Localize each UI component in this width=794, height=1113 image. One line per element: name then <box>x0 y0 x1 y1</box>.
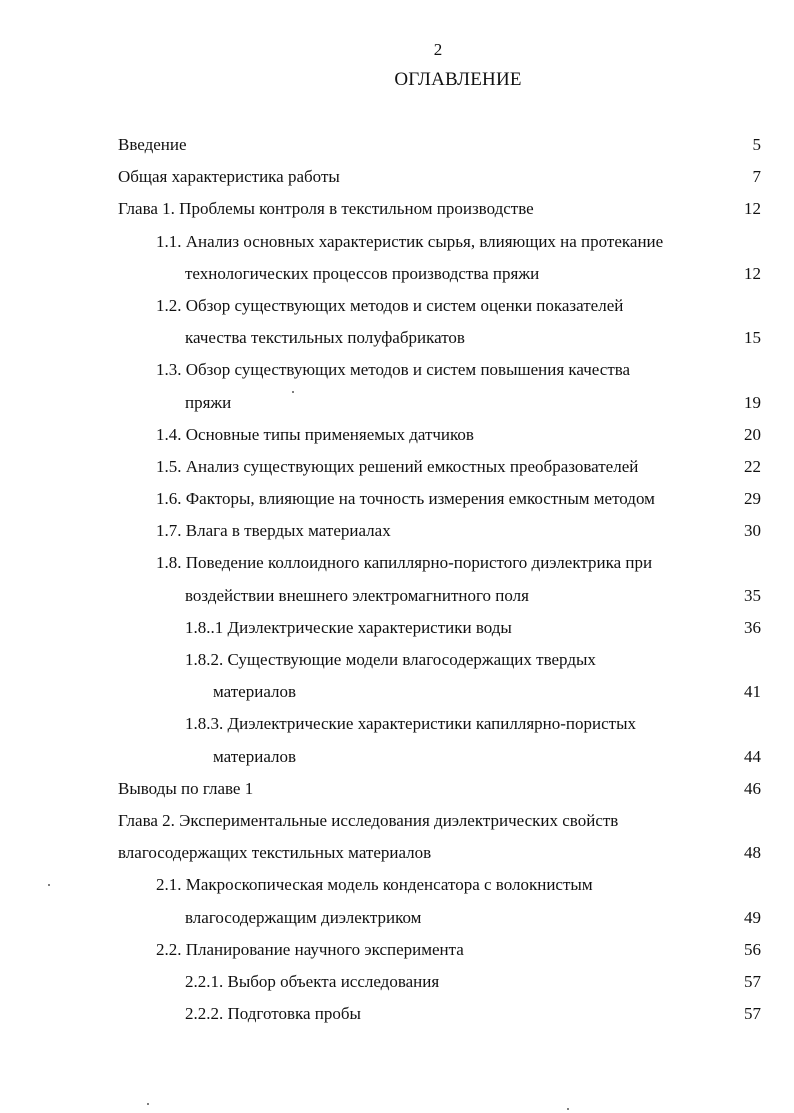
toc-entry <box>0 226 794 258</box>
toc-entry <box>0 676 794 708</box>
toc-entry-page: 5 <box>752 135 761 154</box>
toc-entry-page: 30 <box>744 521 761 541</box>
toc-entry <box>0 902 794 934</box>
toc-entry-text: 1.1. Анализ основных характеристик сырья, влияющих на протекание <box>156 231 664 251</box>
toc-entry <box>0 612 794 644</box>
toc-entry <box>0 966 794 998</box>
toc-entry-page: 48 <box>744 843 761 863</box>
toc-entry-page: 35 <box>744 585 761 605</box>
toc-entry-text: Глава 2. Экспериментальные исследования диэлектрических свойств <box>118 810 619 830</box>
toc-entry-page: 19 <box>744 392 761 412</box>
toc-entry-text: 2.2. Планирование научного эксперимента <box>156 939 464 959</box>
toc-entry <box>0 998 794 1030</box>
toc-entry <box>0 451 794 483</box>
toc-entry <box>0 161 794 193</box>
toc-entry <box>0 547 794 579</box>
page-number: 2 <box>433 40 443 59</box>
toc-entry <box>0 773 794 805</box>
toc-entry-text: 2.2.2. Подготовка пробы <box>185 1004 361 1024</box>
toc-entry <box>0 644 794 676</box>
toc-entry-text: материалов <box>213 682 297 702</box>
scan-speck <box>48 884 50 886</box>
toc-entry-text: 2.1. Макроскопическая модель конденсатора с волокнистым <box>156 875 593 895</box>
toc-entry-text: технологических процессов производства пряжи <box>185 263 540 283</box>
toc-entry-text: 1.4. Основные типы применяемых датчиков <box>156 424 474 444</box>
toc-entry-text: Выводы по главе 1 <box>118 778 254 798</box>
toc-entry-text: 1.6. Факторы, влияющие на точность измерения емкостным методом <box>156 489 655 509</box>
toc-entry-text: материалов <box>213 746 297 766</box>
toc-entry-text: 1.8. Поведение коллоидного капиллярно-пористого диэлектрика при <box>156 553 653 573</box>
toc-entry-text: влагосодержащим диэлектриком <box>185 907 422 927</box>
toc-entry <box>0 354 794 386</box>
toc-entry-page: 57 <box>744 1004 761 1024</box>
scan-speck <box>567 1108 569 1110</box>
toc-entry-page: 12 <box>744 199 761 219</box>
scan-speck <box>292 391 294 393</box>
toc-entry-text: 1.8..1 Диэлектрические характеристики воды <box>185 617 512 637</box>
toc-entry-page: 46 <box>744 778 761 798</box>
toc-entry <box>0 129 794 161</box>
toc-entry <box>0 322 794 354</box>
toc-entry-text: Глава 1. Проблемы контроля в текстильном производстве <box>118 199 534 219</box>
table-of-contents <box>0 129 794 1030</box>
toc-entry <box>0 515 794 547</box>
toc-entry <box>0 934 794 966</box>
toc-entry <box>0 387 794 419</box>
toc-entry-text: Введение <box>118 135 187 154</box>
toc-entry-text: пряжи <box>185 392 232 412</box>
toc-entry <box>0 741 794 773</box>
toc-entry-text: 1.2. Обзор существующих методов и систем оценки показателей <box>156 295 624 315</box>
toc-entry-text: влагосодержащих текстильных материалов <box>118 843 432 863</box>
toc-entry-page: 22 <box>744 456 761 476</box>
toc-entry-page: 36 <box>744 617 761 637</box>
toc-entry-page: 41 <box>744 682 761 702</box>
toc-entry <box>0 869 794 901</box>
toc-entry-page: 15 <box>744 328 761 348</box>
toc-entry-text: Общая характеристика работы <box>118 167 340 187</box>
toc-entry <box>0 837 794 869</box>
toc-entry <box>0 805 794 837</box>
toc-entry <box>0 708 794 740</box>
toc-entry-text: 1.3. Обзор существующих методов и систем повышения качества <box>156 360 631 380</box>
page-title: ОГЛАВЛЕНИЕ <box>394 69 522 90</box>
toc-entry <box>0 419 794 451</box>
toc-entry-page: 20 <box>744 424 761 444</box>
toc-entry-page: 44 <box>744 746 761 766</box>
toc-entry-text: 2.2.1. Выбор объекта исследования <box>185 971 440 991</box>
toc-entry-text: воздействии внешнего электромагнитного поля <box>185 585 529 605</box>
toc-entry-page: 57 <box>744 971 761 991</box>
toc-entry-page: 7 <box>752 167 761 187</box>
toc-entry-text: качества текстильных полуфабрикатов <box>185 328 465 348</box>
toc-entry-page: 49 <box>744 907 761 927</box>
toc-entry-text: 1.5. Анализ существующих решений емкостных преобразователей <box>156 456 639 476</box>
toc-entry <box>0 290 794 322</box>
toc-entry <box>0 193 794 225</box>
scan-speck <box>147 1103 149 1105</box>
toc-entry-text: 1.8.3. Диэлектрические характеристики капиллярно-пористых <box>185 714 637 734</box>
toc-entry <box>0 258 794 290</box>
toc-entry <box>0 483 794 515</box>
toc-entry-page: 12 <box>744 263 761 283</box>
toc-entry-page: 56 <box>744 939 761 959</box>
toc-entry-page: 29 <box>744 489 761 509</box>
toc-entry-text: 1.8.2. Существующие модели влагосодержащих твердых <box>185 650 596 669</box>
toc-entry-text: 1.7. Влага в твердых материалах <box>156 521 391 541</box>
toc-entry <box>0 580 794 612</box>
